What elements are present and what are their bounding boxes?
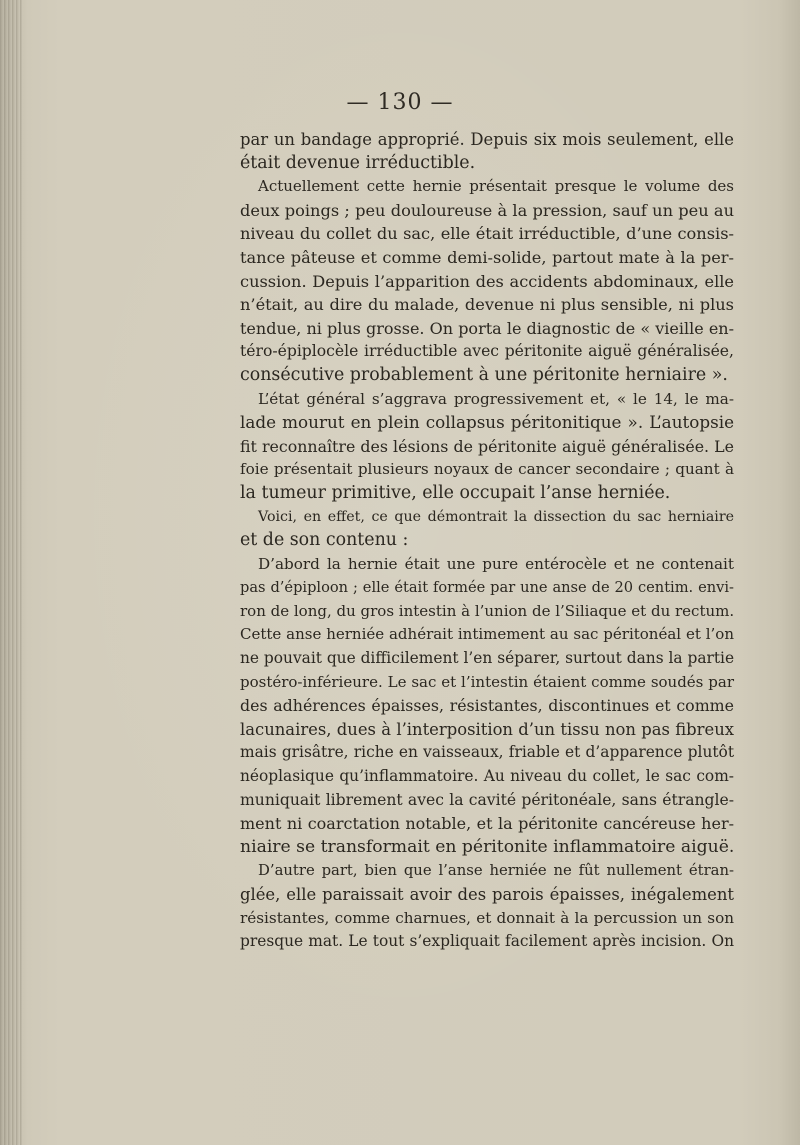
text-line: lacunaires, dues à l’interposition d’un tissu non pas fibreux	[240, 719, 734, 739]
text-line: mais grisâtre, riche en vaisseaux, friable et d’apparence plutôt	[240, 743, 734, 762]
text-line: foie présentait plusieurs noyaux de cancer secondaire ; quant à	[240, 460, 734, 479]
text-line: Voici, en effet, ce que démontrait la dissection du sac herniaire	[258, 508, 734, 525]
text-line: fit reconnaître des lésions de péritonite aiguë généralisée. Le	[240, 436, 734, 456]
text-line: et de son contenu :	[240, 530, 409, 551]
body-text	[240, 128, 734, 954]
text-line: téro-épiplocèle irréductible avec péritonite aiguë généralisée,	[240, 342, 734, 361]
text-line: résistantes, comme charnues, et donnait à la percussion un son	[240, 908, 734, 927]
text-line: niveau du collet du sac, elle était irréductible, d’une consis-	[240, 224, 734, 244]
text-line: était devenue irréductible.	[240, 152, 476, 173]
text-line: Cette anse herniée adhérait intimement au sac péritonéal et l’on	[240, 625, 734, 644]
text-line: niaire se transformait en péritonite inflammatoire aiguë.	[240, 836, 735, 857]
text-line: pas d’épiploon ; elle était formée par une anse de 20 centim. envi-	[240, 579, 734, 597]
text-line: L’état général s’aggrava progressivement et, « le 14, le ma-	[258, 389, 734, 408]
text-line: D’abord la hernie était une pure entérocèle et ne contenait	[258, 554, 734, 573]
text-line: postéro-inférieure. Le sac et l’intestin étaient comme soudés par	[240, 672, 734, 691]
text-line: cussion. Depuis l’apparition des accidents abdominaux, elle	[240, 271, 734, 291]
page-number: — 130 —	[346, 90, 454, 115]
text-line: deux poings ; peu douloureuse à la pression, sauf un peu au	[240, 200, 734, 220]
text-line: ron de long, du gros intestin à l’union de l’Siliaque et du rectum.	[240, 601, 735, 620]
text-line: lade mourut en plein collapsus péritonitique ». L’autopsie	[240, 412, 734, 433]
binding-edge	[0, 0, 22, 1145]
text-line: presque mat. Le tout s’expliquait facilement après incision. On	[240, 932, 734, 951]
text-line: par un bandage approprié. Depuis six mois seulement, elle	[240, 130, 734, 149]
text-line: consécutive probablement à une péritonite herniaire ».	[240, 364, 728, 385]
text-line: ment ni coarctation notable, et la péritonite cancéreuse her-	[240, 814, 734, 834]
text-line: tance pâteuse et comme demi-solide, partout mate à la per-	[240, 247, 734, 267]
text-line: des adhérences épaisses, résistantes, discontinues et comme	[240, 696, 734, 716]
text-line: n’était, au dire du malade, devenue ni plus sensible, ni plus	[240, 295, 734, 315]
text-line: néoplasique qu’inflammatoire. Au niveau du collet, le sac com-	[240, 767, 734, 786]
text-line: muniquait librement avec la cavité péritonéale, sans étrangle-	[240, 790, 734, 809]
text-line: D’autre part, bien que l’anse herniée ne fût nullement étran-	[258, 862, 734, 880]
text-line: ne pouvait que difficilement l’en séparer, surtout dans la partie	[240, 649, 735, 668]
text-line: Actuellement cette hernie présentait presque le volume des	[258, 177, 734, 196]
text-line: glée, elle paraissait avoir des parois épaisses, inégalement	[240, 885, 734, 904]
text-line: tendue, ni plus grosse. On porta le diagnostic de « vieille en-	[240, 318, 734, 338]
text-line: la tumeur primitive, elle occupait l’anse herniée.	[240, 482, 671, 503]
